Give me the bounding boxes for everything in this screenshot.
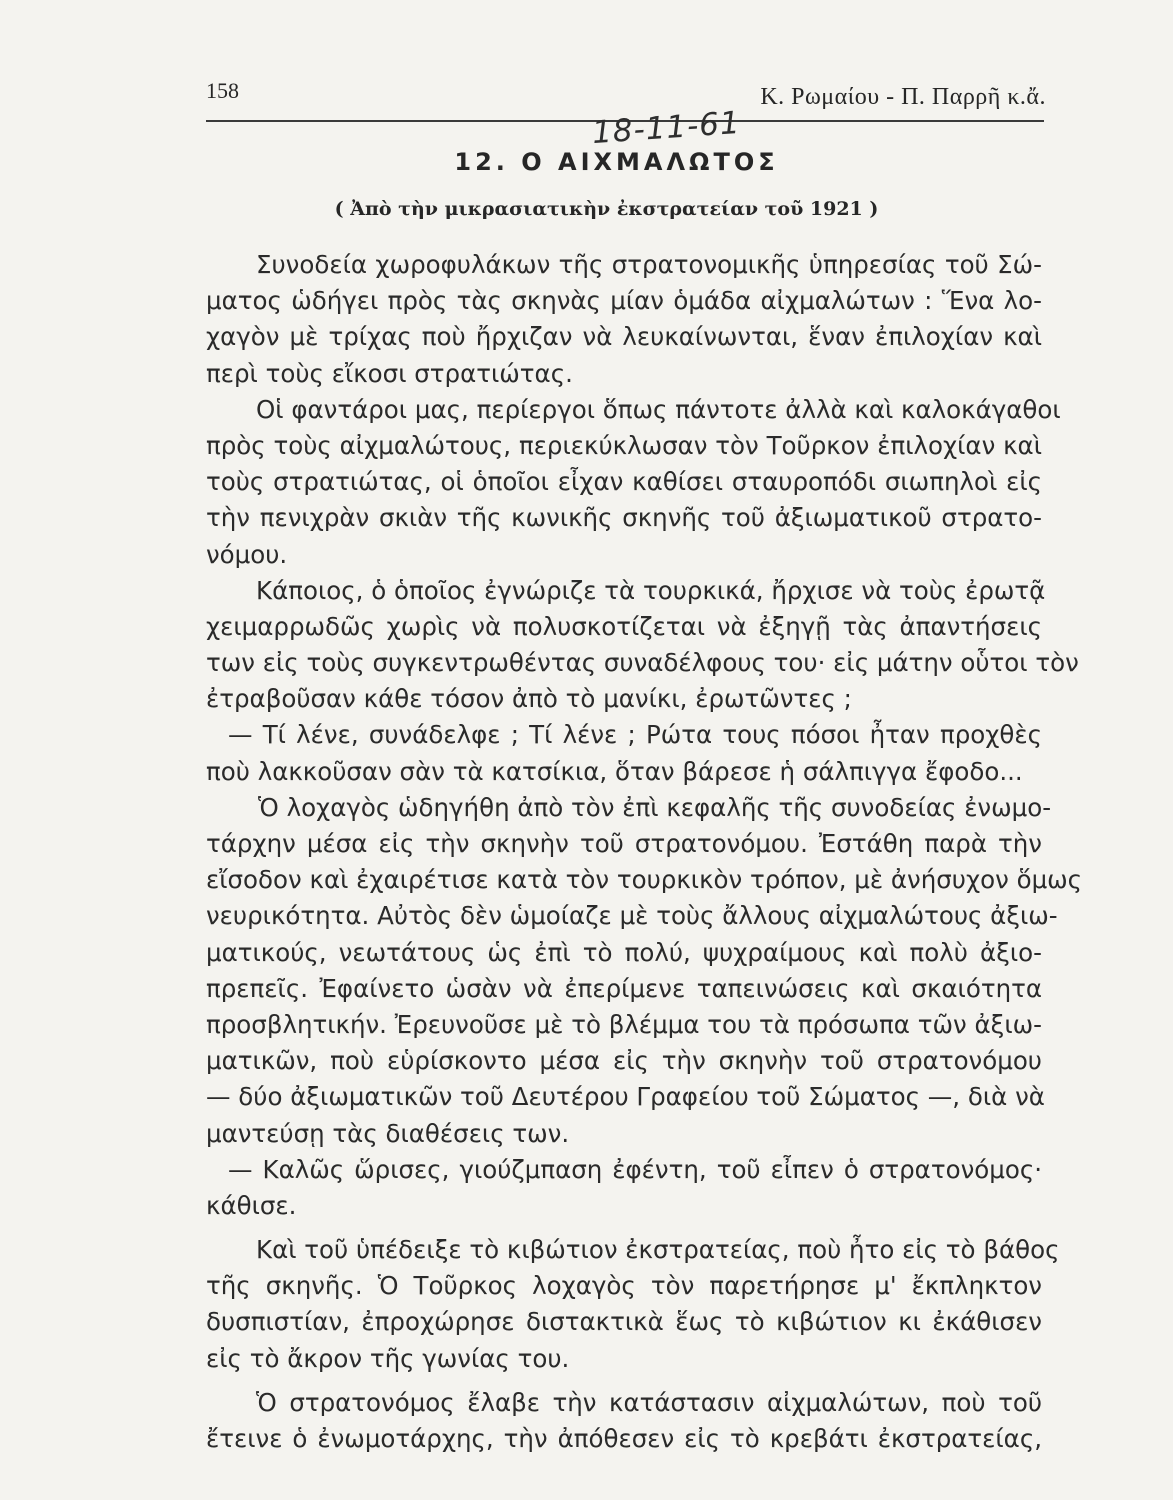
text-line: ἔτεινε ὁ ἐνωμοτάρχης, τὴν ἀπόθεσεν εἰς τὸ κρεβάτι ἐκστρατείας,: [206, 1424, 1042, 1453]
text-line: των εἰς τοὺς συγκεντρωθέντας συναδέλφους του· εἰς μάτην οὗτοι τὸν: [206, 648, 1079, 678]
chapter-title: 12. Ο ΑΙΧΜΑΛΩΤΟΣ: [454, 148, 779, 176]
text-line: πρεπεῖς. Ἐφαίνετο ὡσὰν νὰ ἐπερίμενε ταπεινώσεις καὶ σκαιότητα: [206, 973, 1042, 1003]
text-line: τοὺς στρατιώτας, οἱ ὁποῖοι εἶχαν καθίσει σταυροπόδι σιωπηλοὶ εἰς: [206, 467, 1042, 497]
text-line: περὶ τοὺς εἴκοσι στρατιώτας.: [206, 358, 573, 388]
text-line: — Καλῶς ὥρισες, γιούζμπαση ἐφέντη, τοῦ εἶπεν ὁ στρατονόμος·: [228, 1154, 1042, 1184]
text-line: Καὶ τοῦ ὑπέδειξε τὸ κιβώτιον ἐκστρατείας, ποὺ ἦτο εἰς τὸ βάθος: [256, 1235, 1060, 1265]
handwritten-date-note: 18-11-61: [590, 104, 742, 152]
body-text: [206, 247, 1083, 1457]
running-head: Κ. Ρωμαίου - Π. Παρρῆ κ.ἄ.: [760, 84, 1046, 110]
text-line: χειμαρρωδῶς χωρὶς νὰ πολυσκοτίζεται νὰ ἐξηγῇ τὰς ἀπαντήσεις: [206, 611, 1042, 641]
text-line: προσβλητικήν. Ἐρευνοῦσε μὲ τὸ βλέμμα του τὰ πρόσωπα τῶν ἀξιω-: [206, 1009, 1042, 1039]
text-line: τὴν πενιχρὰν σκιὰν τῆς κωνικῆς σκηνῆς τοῦ ἀξιωματικοῦ στρατο-: [206, 503, 1042, 533]
text-line: νόμου.: [206, 539, 288, 569]
text-line: Ὁ στρατονόμος ἔλαβε τὴν κατάστασιν αἰχμαλώτων, ποὺ τοῦ: [256, 1387, 1042, 1417]
page-number: 158: [206, 78, 239, 103]
text-line: Οἱ φαντάροι μας, περίεργοι ὅπως πάντοτε ἀλλὰ καὶ καλοκάγαθοι: [256, 394, 1061, 424]
text-line: ἐτραβοῦσαν κάθε τόσον ἀπὸ τὸ μανίκι, ἐρωτῶντες ;: [206, 684, 852, 714]
text-line: Συνοδεία χωροφυλάκων τῆς στρατονομικῆς ὑπηρεσίας τοῦ Σώ-: [256, 250, 1042, 279]
text-line: μαντεύσῃ τὰς διαθέσεις των.: [206, 1118, 570, 1148]
chapter-subtitle: ( Ἀπὸ τὴν μικρασιατικὴν ἐκστρατείαν τοῦ 1921 ): [334, 198, 879, 220]
text-line: εἰς τὸ ἄκρον τῆς γωνίας του.: [206, 1343, 570, 1373]
text-line: τάρχην μέσα εἰς τὴν σκηνὴν τοῦ στρατονόμου. Ἐστάθη παρὰ τὴν: [206, 829, 1042, 858]
text-line: ματος ὡδήγει πρὸς τὰς σκηνὰς μίαν ὁμάδα αἰχμαλώτων : Ἕνα λο-: [206, 286, 1042, 316]
text-line: πρὸς τοὺς αἰχμαλώτους, περιεκύκλωσαν τὸν Τοῦρκον ἐπιλοχίαν καὶ: [206, 430, 1042, 460]
text-line: εἴσοδον καὶ ἐχαιρέτισε κατὰ τὸν τουρκικὸν τρόπον, μὲ ἀνήσυχον ὅμως: [206, 865, 1083, 895]
text-line: δυσπιστίαν, ἐπροχώρησε διστακτικὰ ἕως τὸ κιβώτιον κι ἐκάθισεν: [206, 1307, 1042, 1337]
text-line: κάθισε.: [206, 1190, 297, 1220]
text-line: Κάποιος, ὁ ὁποῖος ἐγνώριζε τὰ τουρκικά, ἤρχισε νὰ τοὺς ἐρωτᾷ: [256, 575, 1046, 605]
text-line: — δύο ἀξιωματικῶν τοῦ Δευτέρου Γραφείου τοῦ Σώματος —, διὰ νὰ: [206, 1082, 1045, 1112]
text-line: τῆς σκηνῆς. Ὁ Τοῦρκος λοχαγὸς τὸν παρετήρησε μ' ἔκπληκτον: [206, 1271, 1042, 1301]
text-line: νευρικότητα. Αὐτὸς δὲν ὡμοίαζε μὲ τοὺς ἄλλους αἰχμαλώτους ἀξιω-: [206, 901, 1058, 931]
text-line: ματικῶν, ποὺ εὑρίσκοντο μέσα εἰς τὴν σκηνὴν τοῦ στρατονόμου: [206, 1046, 1042, 1076]
text-line: χαγὸν μὲ τρίχας ποὺ ἤρχιζαν νὰ λευκαίνωνται, ἕναν ἐπιλοχίαν καὶ: [206, 322, 1042, 352]
text-line: ποὺ λακκοῦσαν σὰν τὰ κατσίκια, ὅταν βάρεσε ἡ σάλπιγγα ἔφοδο...: [206, 756, 1023, 786]
text-line: ματικούς, νεωτάτους ὡς ἐπὶ τὸ πολύ, ψυχραίμους καὶ πολὺ ἀξιο-: [206, 937, 1042, 967]
text-line: Ὁ λοχαγὸς ὡδηγήθη ἀπὸ τὸν ἐπὶ κεφαλῆς τῆς συνοδείας ἐνωμο-: [258, 792, 1052, 822]
text-line: — Τί λένε, συνάδελφε ; Τί λένε ; Ρώτα τους πόσοι ἦταν προχθὲς: [228, 720, 1042, 750]
